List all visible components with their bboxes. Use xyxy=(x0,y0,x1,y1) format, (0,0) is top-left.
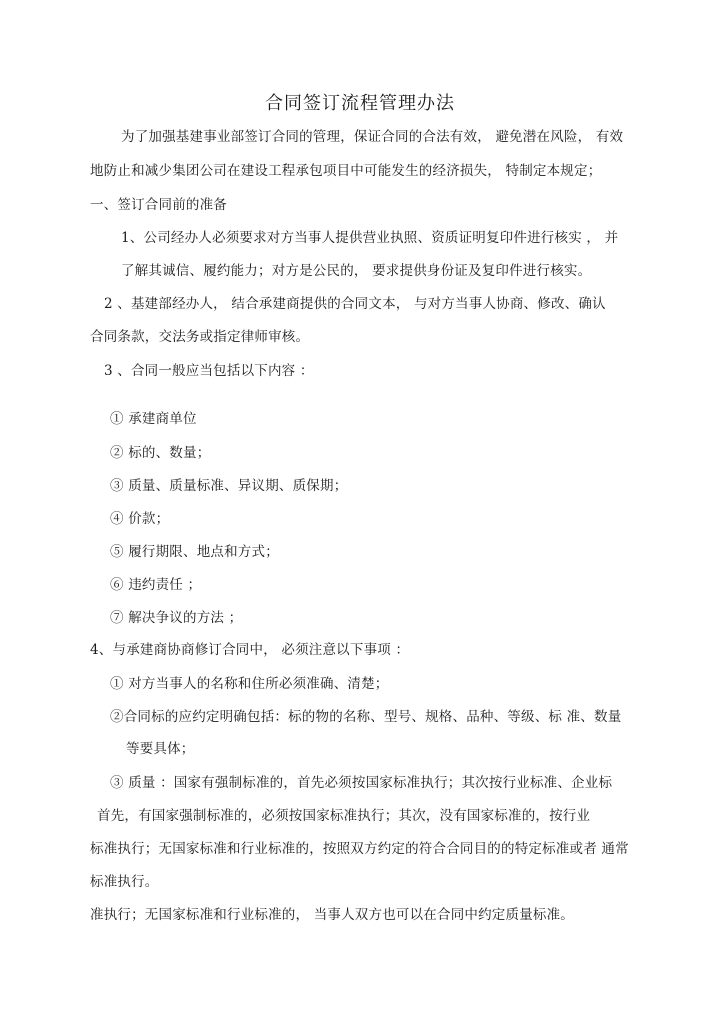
intro-paragraph-line-1: 为了加强基建事业部签订合同的管理，保证合同的合法有效， 避免潜在风险， 有效 xyxy=(121,129,624,145)
section-heading-1: 一、签订合同前的准备 xyxy=(90,197,227,213)
list-item: ③ 质量、质量标准、异议期、质保期； xyxy=(110,478,348,494)
sub-item-3-line-5: 准执行；无国家标准和行业标准的， 当事人双方也可以在合同中约定质量标准。 xyxy=(90,907,574,923)
list-item: ⑤ 履行期限、地点和方式； xyxy=(110,544,279,560)
sub-item-3-line-4: 标准执行。 xyxy=(90,874,159,890)
item-1-line-1: 1、公司经办人必须要求对方当事人提供营业执照、资质证明复印件进行核实 ， 并 xyxy=(121,230,619,246)
item-1-line-2: 了解其诚信、履约能力；对方是公民的， 要求提供身份证及复印件进行核实。 xyxy=(121,263,592,279)
list-item: ④ 价款； xyxy=(110,511,170,527)
list-item: ② 标的、数量； xyxy=(110,445,211,461)
sub-item-3-line-3: 标准执行；无国家标准和行业标准的，按照双方约定的符合合同目的的特定标准或者 通常 xyxy=(90,841,629,857)
item-2-line-2: 合同条款，交法务或指定律师审核。 xyxy=(90,329,310,345)
list-item: ① 承建商单位 xyxy=(110,411,197,427)
document-title: 合同签订流程管理办法 xyxy=(265,93,455,114)
item-4: 4、与承建商协商修订合同中， 必须注意以下事项 ： xyxy=(90,642,410,658)
sub-item-2-line-2: 等要具体； xyxy=(126,741,195,757)
sub-item-1: ① 对方当事人的名称和住所必须准确、清楚； xyxy=(110,676,389,692)
sub-item-3-line-2: 首先，有国家强制标准的，必须按国家标准执行；其次，没有国家标准的，按行业 xyxy=(97,808,591,824)
sub-item-3-line-1: ③ 质量 ：国家有强制标准的，首先必须按国家标准执行；其次按行业标准、企业标 xyxy=(110,775,613,791)
sub-item-2-line-1: ②合同标的应约定明确包括：标的物的名称、型号、规格、品种、等级、标 准、数量 xyxy=(110,709,622,725)
intro-paragraph-line-2: 地防止和减少集团公司在建设工程承包项目中可能发生的经济损失， 特制定本规定； xyxy=(90,163,602,179)
list-item: ⑦ 解决争议的方法 ； xyxy=(110,610,243,626)
list-item: ⑥ 违约责任 ； xyxy=(110,577,202,593)
item-3: 3 、合同一般应当包括以下内容 ： xyxy=(104,363,314,379)
item-2-line-1: 2 、基建部经办人， 结合承建商提供的合同文本， 与对方当事人协商、修改、确认 xyxy=(104,296,606,312)
